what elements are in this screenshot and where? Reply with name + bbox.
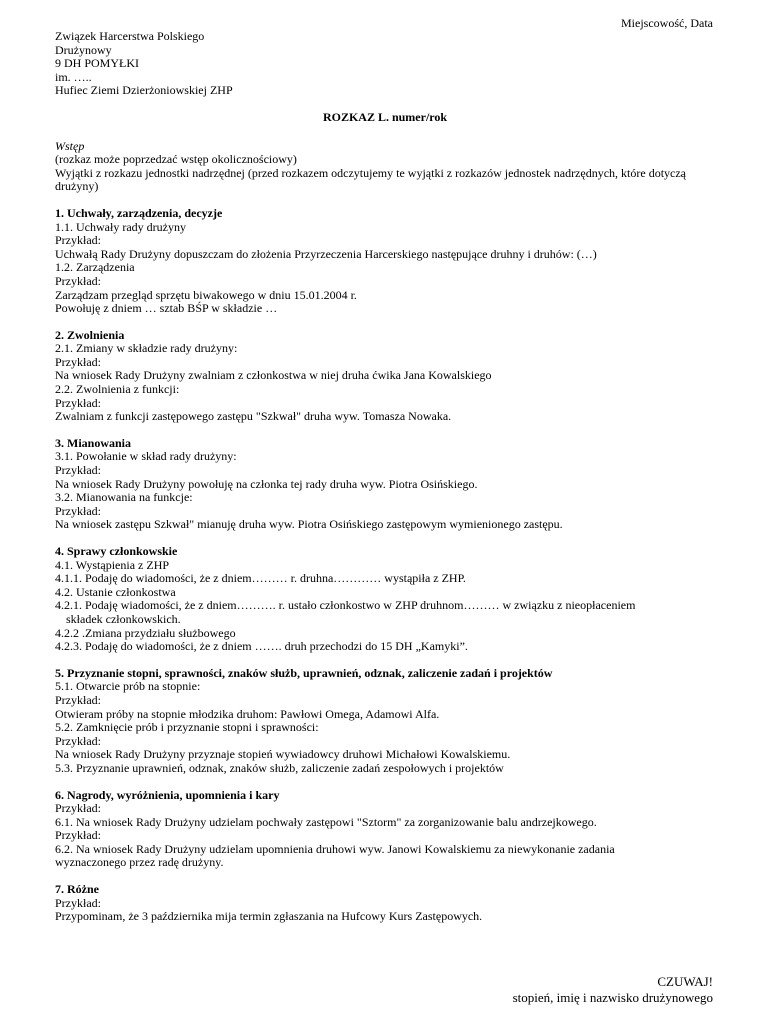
section-line: Przykład:: [55, 503, 101, 518]
section-line: Przykład:: [55, 395, 101, 410]
section-line: 2.2. Zwolnienia z funkcji:: [55, 382, 180, 397]
section-2: [55, 329, 715, 424]
section-title: 2. Zwolnienia: [55, 327, 125, 342]
section-title: 5. Przyznanie stopni, sprawności, znaków służb, uprawnień, odznak, zaliczenie zadań i projektów: [55, 665, 553, 680]
section-line: 2.1. Zmiany w składzie rady drużyny:: [55, 341, 238, 356]
section-line: Na wniosek zastępu Szkwał" mianuję druha wyw. Piotra Osińskiego zastępowym wymienionego zastępu.: [55, 517, 563, 532]
section-line: 4.2. Ustanie członkostwa: [55, 584, 176, 599]
section-line: 6.1. Na wniosek Rady Drużyny udzielam pochwały zastępowi "Sztorm" za zorganizowanie balu andrzejkowego.: [55, 814, 597, 829]
section-line: Przykład:: [55, 801, 101, 816]
section-line: 5.1. Otwarcie prób na stopnie:: [55, 679, 201, 694]
section-6: [55, 789, 715, 871]
section-line: Przykład:: [55, 692, 101, 707]
section-line: Przykład:: [55, 273, 101, 288]
section-7: [55, 883, 715, 924]
section-line: Przykład:: [55, 895, 101, 910]
section-title: 7. Różne: [55, 882, 99, 897]
section-line: Na wniosek Rady Drużyny przyznaje stopień wywiadowcy druhowi Michałowi Kowalskiemu.: [55, 747, 511, 762]
section-line: 1.2. Zarządzenia: [55, 260, 135, 275]
document-body: [55, 30, 715, 924]
org-line: Związek Harcerstwa Polskiego: [55, 29, 205, 43]
intro-line: (rozkaz może poprzedzać wstęp okolicznościowy): [55, 152, 297, 167]
section-5: [55, 667, 715, 776]
section-1: [55, 207, 715, 316]
section-line: 6.2. Na wniosek Rady Drużyny udzielam upomnienia druhowi wyw. Janowi Kowalskiemu za niewykonanie zadania: [55, 841, 615, 856]
section-line: Na wniosek Rady Drużyny powołuję na członka tej rady druha wyw. Piotra Osińskiego.: [55, 476, 478, 491]
section-line: 3.1. Powołanie w skład rady drużyny:: [55, 449, 237, 464]
intro-label: Wstęp: [55, 138, 85, 153]
section-line: 5.2. Zamknięcie prób i przyznanie stopni i sprawności:: [55, 720, 319, 735]
org-line: 9 DH POMYŁKI: [55, 56, 139, 71]
place-date: Miejscowość, Data: [621, 16, 713, 30]
intro: [55, 140, 715, 194]
section-line: Zarządzam przegląd sprzętu biwakowego w dniu 15.01.2004 r.: [55, 287, 357, 302]
section-line: 3.2. Mianowania na funkcje:: [55, 490, 193, 505]
section-line: 4.1. Wystąpienia z ZHP: [55, 557, 170, 572]
org-line: Hufiec Ziemi Dzierżoniowskiej ZHP: [55, 83, 233, 98]
order-title: ROZKAZ L. numer/rok: [322, 109, 448, 124]
section-line: Przykład:: [55, 463, 101, 478]
section-3: [55, 437, 715, 532]
section-line: Przypominam, że 3 października mija termin zgłaszania na Hufcowy Kurs Zastępowych.: [55, 909, 483, 924]
section-line: Na wniosek Rady Drużyny zwalniam z członkostwa w niej druha ćwika Jana Kowalskiego: [55, 368, 492, 383]
org-line: Drużynowy: [55, 42, 112, 57]
section-title: 6. Nagrody, wyróżnienia, upomnienia i kary: [55, 787, 280, 802]
section-line: wyznaczonego przez radę drużyny.: [55, 855, 224, 870]
org-line: im. …..: [55, 69, 92, 84]
section-line: 1.1. Uchwały rady drużyny: [55, 219, 186, 234]
motto: CZUWAJ!: [657, 974, 713, 989]
section-line: Przykład:: [55, 233, 101, 248]
section-line: 4.2.1. Podaję wiadomości, że z dniem………. r. ustało członkostwo w ZHP druhnom……… w związku z nieopłaceniem: [55, 598, 636, 613]
section-title: 3. Mianowania: [55, 435, 132, 450]
section-line: Zwalniam z funkcji zastępowego zastępu "Szkwał" druha wyw. Tomasza Nowaka.: [55, 409, 452, 424]
section-line: Powołuję z dniem … sztab BŚP w składzie …: [55, 301, 278, 316]
intro-line: Wyjątki z rozkazu jednostki nadrzędnej (przed rozkazem odczytujemy te wyjątki z rozkazów jednostek nadrzędnych, które dotyczą drużyny): [55, 165, 687, 194]
section-line: 5.3. Przyznanie uprawnień, odznak, znaków służb, zaliczenie zadań zespołowych i projektów: [55, 760, 504, 775]
section-title: 4. Sprawy członkowskie: [55, 544, 178, 558]
section-line: Przykład:: [55, 828, 101, 843]
section-line: Przykład:: [55, 354, 101, 369]
section-title: 1. Uchwały, zarządzenia, decyzje: [55, 205, 223, 220]
section-line: Uchwałą Rady Drużyny dopuszczam do złożenia Przyrzeczenia Harcerskiego następujące druhny i druhów: (…): [55, 246, 597, 261]
closing: [513, 974, 713, 1006]
section-line: Przykład:: [55, 733, 101, 748]
signature-line: stopień, imię i nazwisko drużynowego: [512, 990, 713, 1005]
section-line: 4.2.3. Podaję do wiadomości, że z dniem ……. druh przechodzi do 15 DH „Kamyki”.: [55, 639, 468, 654]
organization-header: [55, 30, 715, 98]
section-4: [55, 545, 715, 654]
section-line: składek członkowskich.: [66, 611, 181, 626]
section-line: 4.2.2 .Zmiana przydziału służbowego: [55, 625, 236, 640]
section-line: Otwieram próby na stopnie młodzika druhom: Pawłowi Omega, Adamowi Alfa.: [55, 706, 440, 721]
section-line: 4.1.1. Podaję do wiadomości, że z dniem……… r. druhna………… wystąpiła z ZHP.: [55, 571, 466, 586]
